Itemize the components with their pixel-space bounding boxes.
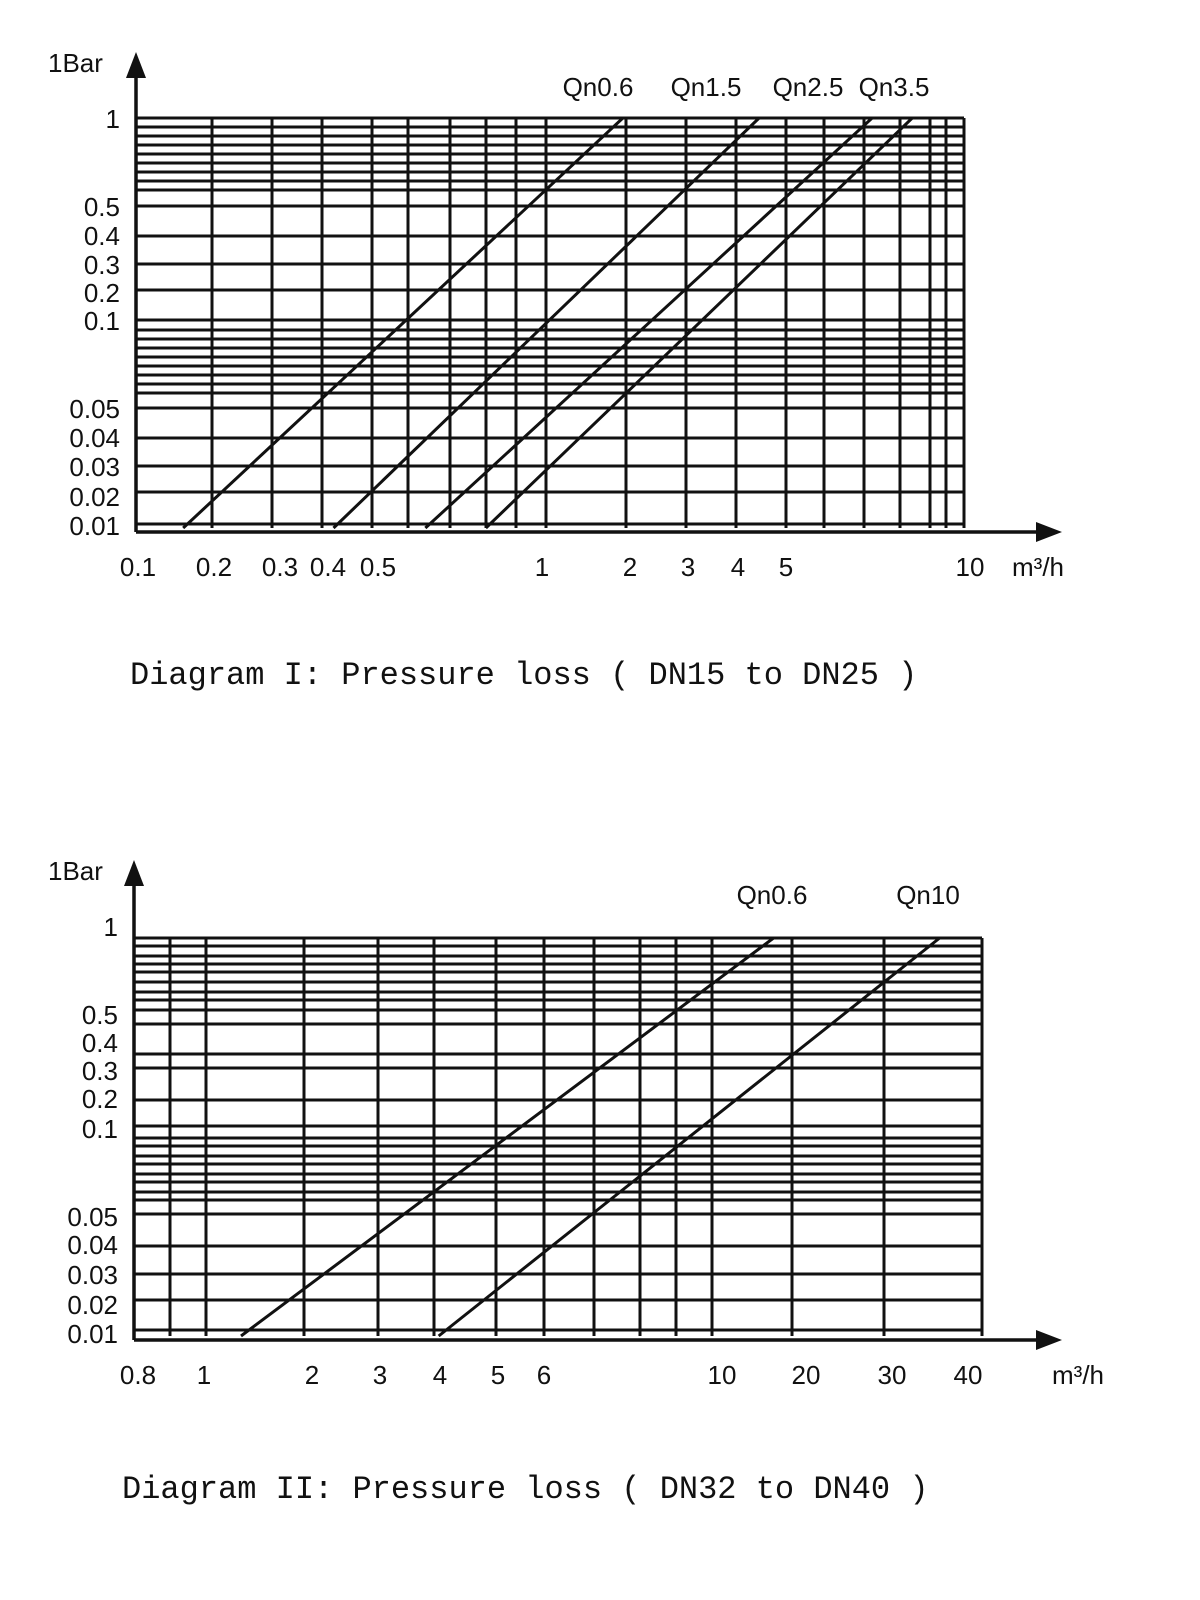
chart-1-title: Diagram I: Pressure loss ( DN15 to DN25 ): [130, 657, 918, 694]
x-tick-label: 1: [534, 552, 550, 582]
y-tick-label: 0.03: [69, 452, 120, 482]
y-tick-label: 0.05: [69, 394, 120, 424]
chart-2: [48, 856, 1104, 1508]
chart-2-x-arrow: [1036, 1330, 1062, 1350]
y-tick-label: 0.5: [83, 192, 120, 222]
x-tick-label: 1: [196, 1360, 212, 1390]
y-tick-label: 0.5: [81, 1000, 118, 1030]
chart-1-y-ticks: [69, 104, 120, 541]
chart-2-y-label: 1Bar: [48, 856, 103, 886]
x-tick-label: 0.3: [261, 552, 299, 582]
y-tick-label: 0.03: [67, 1260, 118, 1290]
x-tick-label: 0.2: [195, 552, 233, 582]
x-tick-label: 10: [955, 552, 985, 582]
y-tick-label: 0.04: [69, 423, 120, 453]
series-label: Qn2.5: [772, 72, 844, 102]
x-tick-label: 40: [953, 1360, 983, 1390]
x-tick-label: 6: [536, 1360, 552, 1390]
y-tick-label: 0.2: [83, 278, 120, 308]
chart-1-x-label: m³/h: [1012, 552, 1064, 582]
y-tick-label: 0.4: [83, 221, 120, 251]
series-label: Qn0.6: [736, 880, 808, 910]
chart-2-x-label: m³/h: [1052, 1360, 1104, 1390]
x-tick-label: 0.1: [119, 552, 157, 582]
chart-1-x-ticks: [120, 552, 985, 582]
x-tick-label: 0.8: [119, 1360, 157, 1390]
x-tick-label: 30: [877, 1360, 907, 1390]
y-tick-label: 0.2: [81, 1084, 118, 1114]
x-tick-label: 5: [490, 1360, 506, 1390]
chart-2-grid: [134, 938, 982, 1336]
series-label: Qn3.5: [858, 72, 930, 102]
y-tick-label: 0.1: [81, 1114, 118, 1144]
x-tick-label: 5: [778, 552, 794, 582]
x-tick-label: 0.4: [309, 552, 347, 582]
y-tick-label: 0.01: [69, 511, 120, 541]
chart-2-x-ticks: [120, 1360, 983, 1390]
y-tick-label: 1: [103, 912, 118, 942]
y-tick-label: 0.02: [67, 1290, 118, 1320]
chart-1: [48, 48, 1064, 694]
chart-2-title: Diagram II: Pressure loss ( DN32 to DN40 ): [122, 1471, 929, 1508]
x-tick-label: 3: [680, 552, 696, 582]
x-tick-label: 20: [791, 1360, 821, 1390]
x-tick-label: 2: [304, 1360, 320, 1390]
x-tick-label: 3: [372, 1360, 388, 1390]
x-tick-label: 4: [432, 1360, 448, 1390]
chart-1-y-label: 1Bar: [48, 48, 103, 78]
series-label: Qn10: [896, 880, 960, 910]
chart-2-series-labels: [737, 880, 960, 910]
chart-2-y-arrow: [124, 860, 144, 886]
y-tick-label: 1: [105, 104, 120, 134]
chart-1-series-labels: [563, 72, 930, 102]
y-tick-label: 0.4: [81, 1028, 118, 1058]
x-tick-label: 2: [622, 552, 638, 582]
x-tick-label: 4: [730, 552, 746, 582]
y-tick-label: 0.1: [83, 306, 120, 336]
y-tick-label: 0.02: [69, 482, 120, 512]
y-tick-label: 0.04: [67, 1230, 118, 1260]
chart-2-y-ticks: [67, 912, 118, 1349]
series-label: Qn0.6: [562, 72, 634, 102]
y-tick-label: 0.05: [67, 1202, 118, 1232]
y-tick-label: 0.01: [67, 1319, 118, 1349]
series-label: Qn1.5: [670, 72, 742, 102]
chart-1-y-arrow: [126, 52, 146, 78]
x-tick-label: 0.5: [359, 552, 397, 582]
x-tick-label: 10: [707, 1360, 737, 1390]
chart-1-x-arrow: [1036, 522, 1062, 542]
y-tick-label: 0.3: [81, 1056, 118, 1086]
y-tick-label: 0.3: [83, 250, 120, 280]
